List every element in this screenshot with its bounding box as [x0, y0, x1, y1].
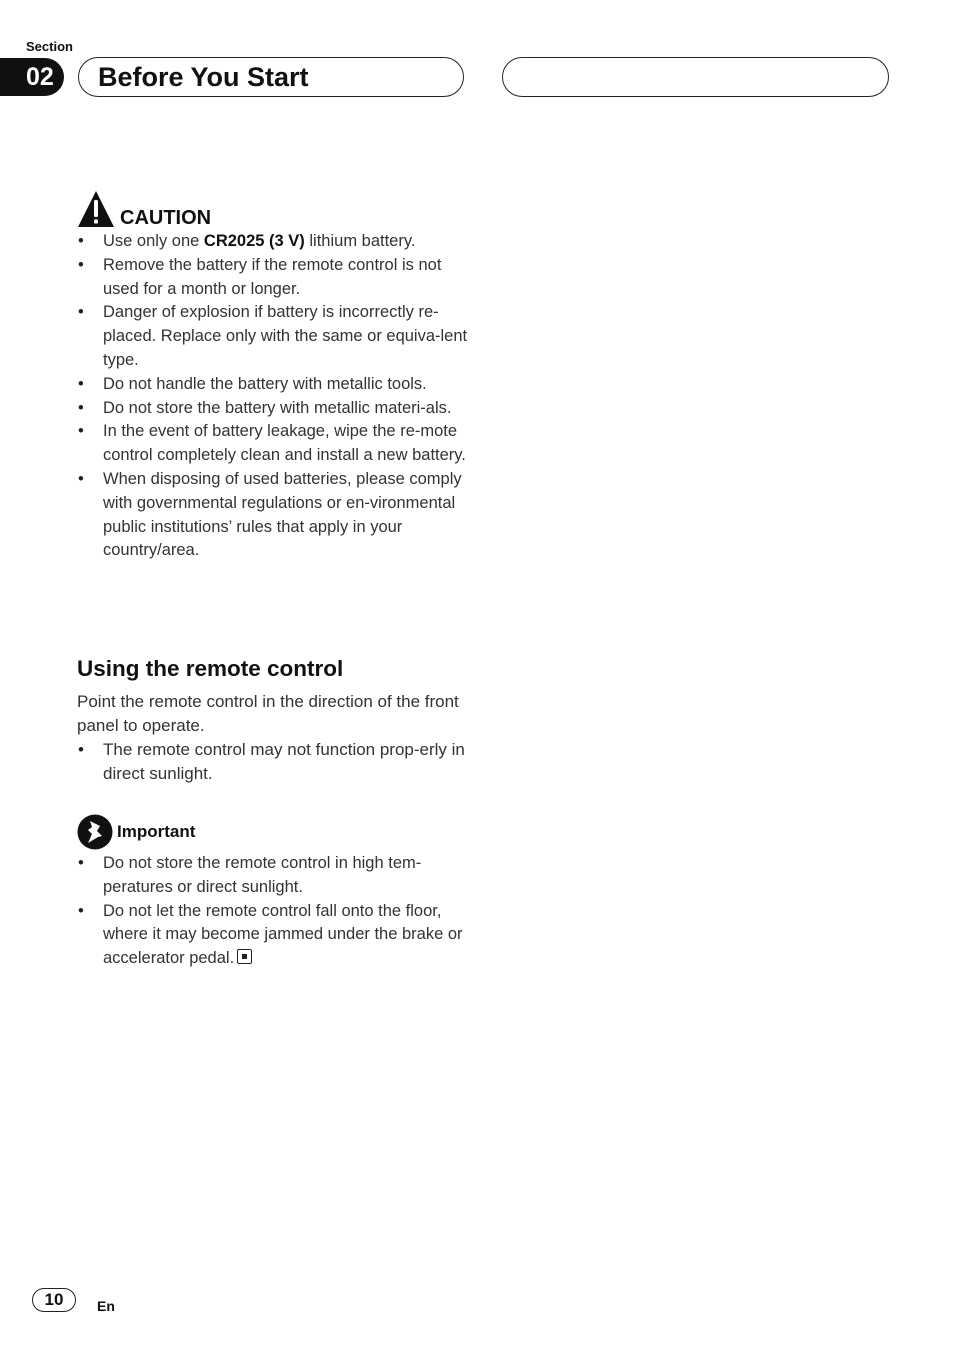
caution-list	[77, 230, 469, 563]
important-list	[77, 852, 469, 971]
list-item: • When disposing of used batteries, please comply with governmental regulations or en-vironmental public institutions’ rules that apply in your country/area.	[77, 468, 469, 563]
list-item: • The remote control may not function prop-erly in direct sunlight.	[77, 738, 469, 786]
caution-header	[77, 190, 469, 228]
section-heading: Using the remote control	[77, 656, 344, 681]
list-item: • Do not store the remote control in high tem-peratures or direct sunlight.	[77, 852, 469, 900]
section-label: Section	[26, 39, 73, 54]
page-number: 10	[32, 1288, 76, 1312]
battery-model: CR2025 (3 V)	[203, 232, 305, 250]
list-item: • Remove the battery if the remote control is not used for a month or longer.	[77, 254, 469, 302]
list-item: • In the event of battery leakage, wipe the re-mote control completely clean and install a new battery.	[77, 420, 469, 468]
section-number-badge: 02	[0, 58, 64, 96]
caution-item-text: Use only one	[103, 232, 204, 250]
caution-item-text: lithium battery.	[304, 232, 416, 250]
important-pin-icon	[77, 814, 113, 850]
list-item: • Danger of explosion if battery is incorrectly re-placed. Replace only with the same or equiva-lent type.	[77, 301, 469, 372]
list-item	[77, 900, 469, 971]
important-heading: Important	[117, 822, 196, 841]
language-code: En	[97, 1298, 115, 1314]
list-item: • Do not handle the battery with metallic tools.	[77, 373, 469, 397]
remote-notes-list	[77, 738, 469, 786]
list-item-text: Do not let the remote control fall onto the floor, where it may become jammed under the brake or accelerator pedal.	[103, 901, 463, 968]
list-item: • Do not store the battery with metallic materi-als.	[77, 397, 469, 421]
important-header	[77, 814, 469, 850]
caution-item-battery-type	[77, 230, 469, 254]
warning-triangle-icon	[77, 190, 115, 228]
page-title: Before You Start	[78, 57, 464, 97]
end-of-section-icon	[237, 949, 252, 964]
caution-heading: CAUTION	[120, 207, 212, 229]
intro-paragraph: Point the remote control in the direction of the front panel to operate.	[77, 692, 459, 735]
header-empty-box	[502, 57, 889, 97]
